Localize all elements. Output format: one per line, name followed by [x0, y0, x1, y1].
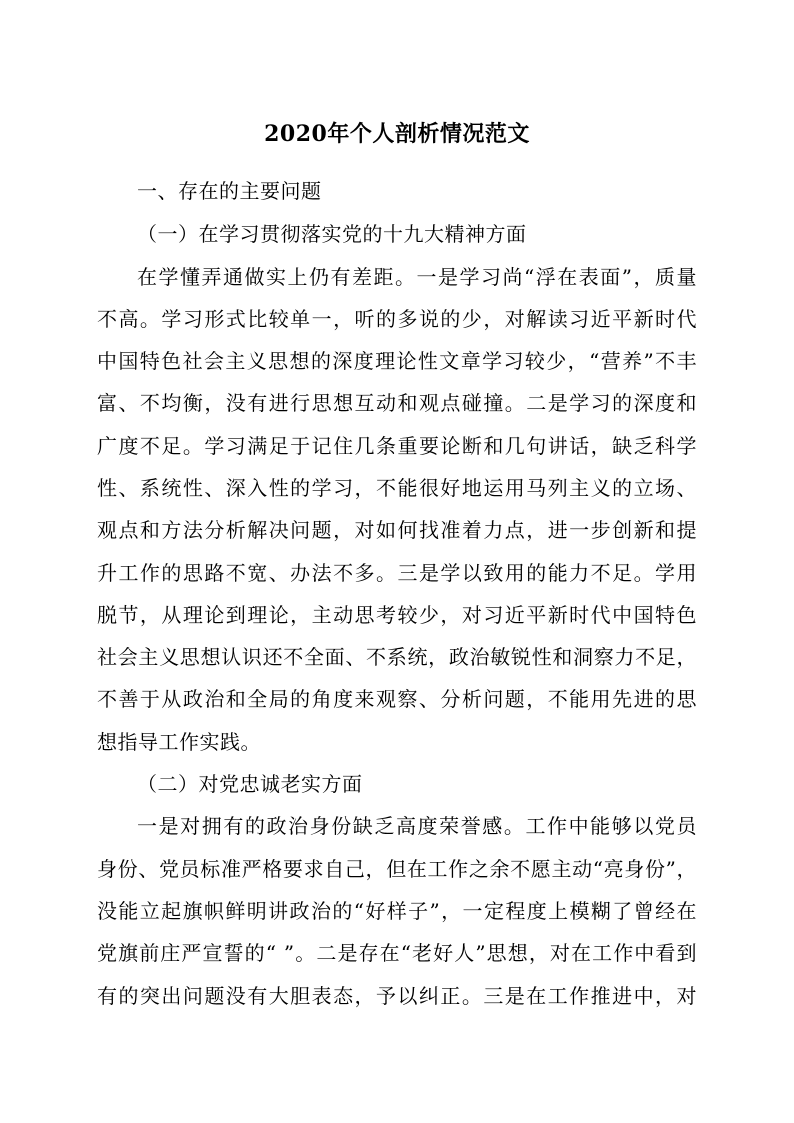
- paragraph-line: 没能立起旗帜鲜明讲政治的“好样子”，一定程度上模糊了曾经在: [97, 899, 697, 923]
- paragraph-line: 中国特色社会主义思想的深度理论性文章学习较少，“营养”不丰: [97, 349, 697, 373]
- paragraph-line: 身份、党员标准严格要求自己，但在工作之余不愿主动“亮身份”，: [97, 857, 697, 881]
- paragraph-line: 脱节，从理论到理论，主动思考较少，对习近平新时代中国特色: [97, 603, 697, 627]
- paragraph-line: 党旗前庄严宣誓的“ ”。二是存在“老好人”思想，对在工作中看到: [97, 941, 697, 965]
- paragraph-line: 社会主义思想认识还不全面、不系统，政治敏锐性和洞察力不足，: [97, 645, 697, 669]
- document-title: 2020年个人剖析情况范文: [264, 121, 530, 147]
- paragraph-line: 不善于从政治和全局的角度来观察、分析问题，不能用先进的思: [97, 687, 697, 711]
- paragraph-line: 升工作的思路不宽、办法不多。三是学以致用的能力不足。学用: [97, 561, 697, 585]
- paragraph-line: 不高。学习形式比较单一，听的多说的少，对解读习近平新时代: [97, 307, 697, 331]
- paragraph-line: 性、系统性、深入性的学习，不能很好地运用马列主义的立场、: [97, 476, 697, 500]
- section-heading-main: 一、存在的主要问题: [137, 179, 322, 203]
- paragraph-line: 一是对拥有的政治身份缺乏高度荣誉感。工作中能够以党员: [137, 814, 697, 838]
- paragraph-line: 富、不均衡，没有进行思想互动和观点碰撞。二是学习的深度和: [97, 391, 697, 415]
- paragraph-line: 想指导工作实践。: [97, 730, 261, 754]
- paragraph-line: 观点和方法分析解决问题，对如何找准着力点，进一步创新和提: [97, 518, 697, 542]
- paragraph-line: 在学懂弄通做实上仍有差距。一是学习尚“浮在表面”，质量: [137, 265, 697, 289]
- paragraph-line: 有的突出问题没有大胆表态，予以纠正。三是在工作推进中，对: [97, 984, 697, 1008]
- subsection-heading-2: （二）对党忠诚老实方面: [137, 772, 363, 796]
- subsection-heading-1: （一）在学习贯彻落实党的十九大精神方面: [137, 222, 527, 246]
- paragraph-line: 广度不足。学习满足于记住几条重要论断和几句讲话，缺乏科学: [97, 434, 697, 458]
